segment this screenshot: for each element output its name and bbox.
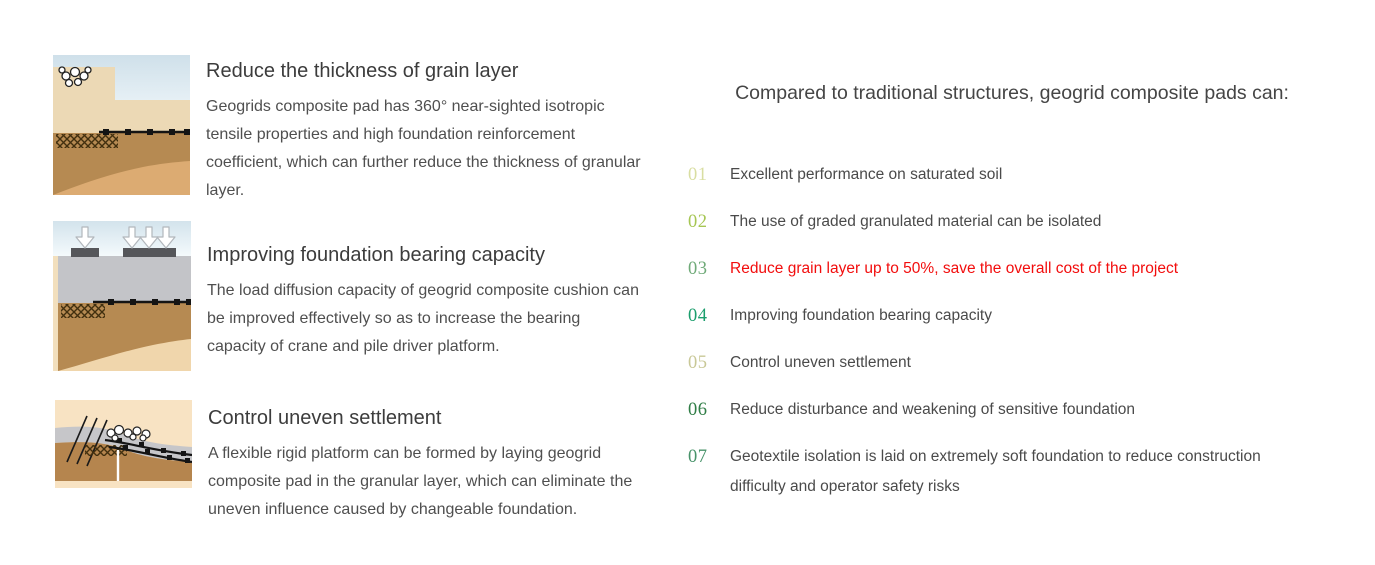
benefit-text: Geotextile isolation is laid on extremely soft foundation to reduce construction difficulty and operator safety risks <box>730 448 1261 495</box>
feature-title: Reduce the thickness of grain layer <box>206 60 519 82</box>
benefit-number: 04 <box>688 306 708 326</box>
grain-thickness-diagram <box>53 55 190 195</box>
feature-grain-thickness <box>53 55 642 205</box>
feature-title: Improving foundation bearing capacity <box>207 244 545 266</box>
bearing-capacity-diagram <box>53 221 191 371</box>
feature-body: The load diffusion capacity of geogrid composite cushion can be improved effectively so as to increase the bearing capacity of crane and pile driver platform. <box>207 282 639 355</box>
benefit-item-05 <box>688 348 1346 378</box>
feature-body: A flexible rigid platform can be formed by laying geogrid composite pad in the granular layer, which can eliminate the uneven influence caused by changeable foundation. <box>208 445 633 518</box>
benefit-number: 01 <box>688 165 708 185</box>
benefit-text: Excellent performance on saturated soil <box>730 166 1003 183</box>
benefit-item-03 <box>688 254 1346 284</box>
benefit-item-01 <box>688 160 1346 190</box>
benefit-number: 06 <box>688 400 708 420</box>
benefit-item-07 <box>688 442 1346 502</box>
feature-body: Geogrids composite pad has 360° near-sighted isotropic tensile properties and high foundation reinforcement coefficient, which can further reduce the thickness of granular layer. <box>206 98 641 199</box>
benefits-list <box>678 160 1346 502</box>
benefits-heading: Compared to traditional structures, geogrid composite pads can: <box>735 82 1289 104</box>
benefit-text: Reduce disturbance and weakening of sensitive foundation <box>730 401 1135 418</box>
benefit-item-02 <box>688 207 1346 237</box>
feature-bearing-capacity <box>53 221 643 371</box>
benefit-number: 05 <box>688 353 708 373</box>
uneven-settlement-diagram <box>55 400 192 488</box>
benefit-number: 02 <box>688 212 708 232</box>
feature-uneven-settlement <box>55 400 644 524</box>
benefit-text: Reduce grain layer up to 50%, save the overall cost of the project <box>730 260 1179 277</box>
benefit-text: Improving foundation bearing capacity <box>730 307 992 324</box>
benefit-item-06 <box>688 395 1346 425</box>
benefit-number: 07 <box>688 447 708 467</box>
benefit-number: 03 <box>688 259 708 279</box>
benefit-item-04 <box>688 301 1346 331</box>
benefit-text: The use of graded granulated material can be isolated <box>730 213 1102 230</box>
benefit-text: Control uneven settlement <box>730 354 911 371</box>
benefits-panel <box>678 80 1346 519</box>
feature-title: Control uneven settlement <box>208 407 442 429</box>
